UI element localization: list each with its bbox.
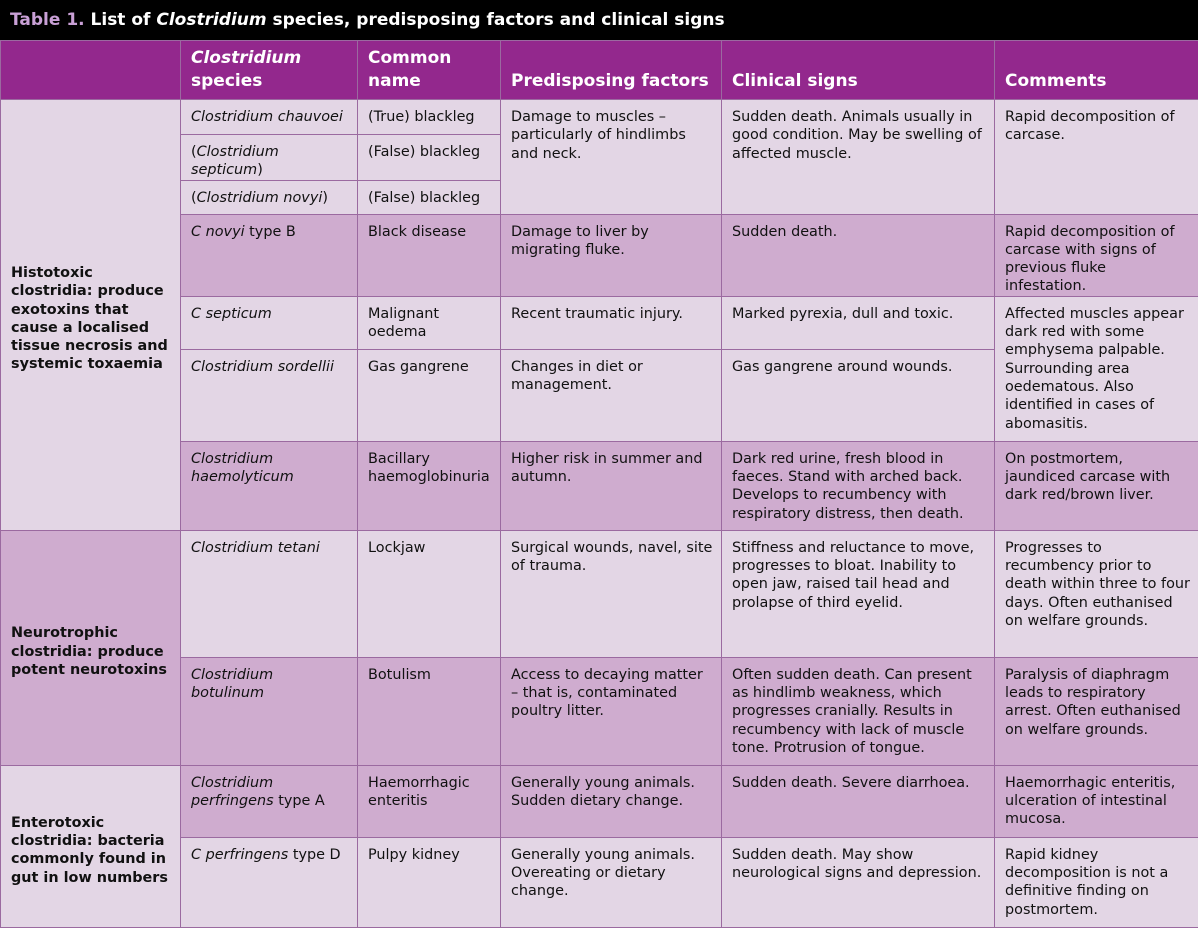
comments-cell: On postmortem, jaundiced carcase with dark red/brown liver. xyxy=(995,441,1198,530)
clinical-cell: Sudden death. Severe diarrhoea. xyxy=(722,765,995,837)
comments-cell: Rapid decomposition of carcase with signs of previous fluke infestation. xyxy=(995,214,1198,296)
predisposing-cell: Damage to liver by migrating fluke. xyxy=(501,214,722,296)
common-name-cell: Black disease xyxy=(358,214,501,296)
title-text-after: species, predisposing factors and clinical signs xyxy=(267,10,725,30)
header-predisposing: Predisposing factors xyxy=(501,41,722,100)
table-row xyxy=(1,530,1198,657)
table-row xyxy=(1,441,1198,530)
header-clinical: Clinical signs xyxy=(722,41,995,100)
predisposing-cell: Higher risk in summer and autumn. xyxy=(501,441,722,530)
clostridium-table xyxy=(0,40,1198,928)
header-common-name: Common name xyxy=(358,41,501,100)
species-cell: C perfringens type D xyxy=(181,837,358,927)
predisposing-cell: Changes in diet or management. xyxy=(501,349,722,441)
table-row xyxy=(1,214,1198,296)
species-cell: Clostridium tetani xyxy=(181,530,358,657)
header-row xyxy=(1,41,1198,100)
comments-cell: Progresses to recumbency prior to death within three to four days. Often euthanised on welfare grounds. xyxy=(995,530,1198,657)
table-row xyxy=(1,100,1198,135)
header-group xyxy=(1,41,181,100)
group-histotoxic: Histotoxic clostridia: produce exotoxins that cause a localised tissue necrosis and systemic toxaemia xyxy=(1,100,181,531)
predisposing-cell: Generally young animals. Overeating or dietary change. xyxy=(501,837,722,927)
predisposing-cell: Surgical wounds, navel, site of trauma. xyxy=(501,530,722,657)
comments-cell: Paralysis of diaphragm leads to respiratory arrest. Often euthanised on welfare grounds. xyxy=(995,657,1198,765)
table-row xyxy=(1,765,1198,837)
table-row xyxy=(1,657,1198,765)
common-name-cell: Gas gangrene xyxy=(358,349,501,441)
comments-cell: Haemorrhagic enteritis, ulceration of intestinal mucosa. xyxy=(995,765,1198,837)
common-name-cell: Botulism xyxy=(358,657,501,765)
species-cell: Clostridium haemolyticum xyxy=(181,441,358,530)
species-cell: C novyi type B xyxy=(181,214,358,296)
comments-cell: Affected muscles appear dark red with some emphysema palpable. Surrounding area oedematous. Also identified in cases of abomasitis. xyxy=(995,296,1198,441)
common-name-cell: Malignant oedema xyxy=(358,296,501,349)
species-cell: Clostridium perfringens type A xyxy=(181,765,358,837)
clinical-cell: Gas gangrene around wounds. xyxy=(722,349,995,441)
species-cell: Clostridium botulinum xyxy=(181,657,358,765)
predisposing-cell: Generally young animals. Sudden dietary change. xyxy=(501,765,722,837)
header-species xyxy=(181,41,358,100)
predisposing-cell: Damage to muscles – particularly of hindlimbs and neck. xyxy=(501,100,722,215)
clinical-cell: Sudden death. xyxy=(722,214,995,296)
clinical-cell: Stiffness and reluctance to move, progresses to bloat. Inability to open jaw, raised tail head and prolapse of third eyelid. xyxy=(722,530,995,657)
species-cell: (Clostridium novyi) xyxy=(181,180,358,214)
species-cell: Clostridium chauvoei xyxy=(181,100,358,135)
clinical-cell: Often sudden death. Can present as hindlimb weakness, which progresses cranially. Results in recumbency with lack of muscle tone. Protrusion of tongue. xyxy=(722,657,995,765)
common-name-cell: Bacillary haemoglobinuria xyxy=(358,441,501,530)
header-comments: Comments xyxy=(995,41,1198,100)
common-name-cell: Pulpy kidney xyxy=(358,837,501,927)
comments-cell: Rapid decomposition of carcase. xyxy=(995,100,1198,215)
table-label: Table 1. xyxy=(10,10,85,30)
clinical-cell: Sudden death. May show neurological signs and depression. xyxy=(722,837,995,927)
header-species-italic: Clostridium xyxy=(191,48,301,68)
species-cell: Clostridium sordellii xyxy=(181,349,358,441)
species-cell: (Clostridium septicum) xyxy=(181,135,358,181)
group-neurotrophic: Neurotrophic clostridia: produce potent neurotoxins xyxy=(1,530,181,765)
clinical-cell: Dark red urine, fresh blood in faeces. Stand with arched back. Develops to recumbency with respiratory distress, then death. xyxy=(722,441,995,530)
species-cell: C septicum xyxy=(181,296,358,349)
clinical-cell: Marked pyrexia, dull and toxic. xyxy=(722,296,995,349)
group-enterotoxic: Enterotoxic clostridia: bacteria commonly found in gut in low numbers xyxy=(1,765,181,927)
clinical-cell: Sudden death. Animals usually in good condition. May be swelling of affected muscle. xyxy=(722,100,995,215)
common-name-cell: Haemorrhagic enteritis xyxy=(358,765,501,837)
table-title xyxy=(0,0,1198,40)
table-row xyxy=(1,296,1198,349)
common-name-cell: Lockjaw xyxy=(358,530,501,657)
predisposing-cell: Recent traumatic injury. xyxy=(501,296,722,349)
common-name-cell: (False) blackleg xyxy=(358,135,501,181)
header-species-rest: species xyxy=(191,71,262,91)
comments-cell: Rapid kidney decomposition is not a definitive finding on postmortem. xyxy=(995,837,1198,927)
common-name-cell: (False) blackleg xyxy=(358,180,501,214)
title-text-before: List of xyxy=(85,10,157,30)
predisposing-cell: Access to decaying matter – that is, contaminated poultry litter. xyxy=(501,657,722,765)
table-row xyxy=(1,837,1198,927)
title-text-italic: Clostridium xyxy=(156,10,266,30)
common-name-cell: (True) blackleg xyxy=(358,100,501,135)
